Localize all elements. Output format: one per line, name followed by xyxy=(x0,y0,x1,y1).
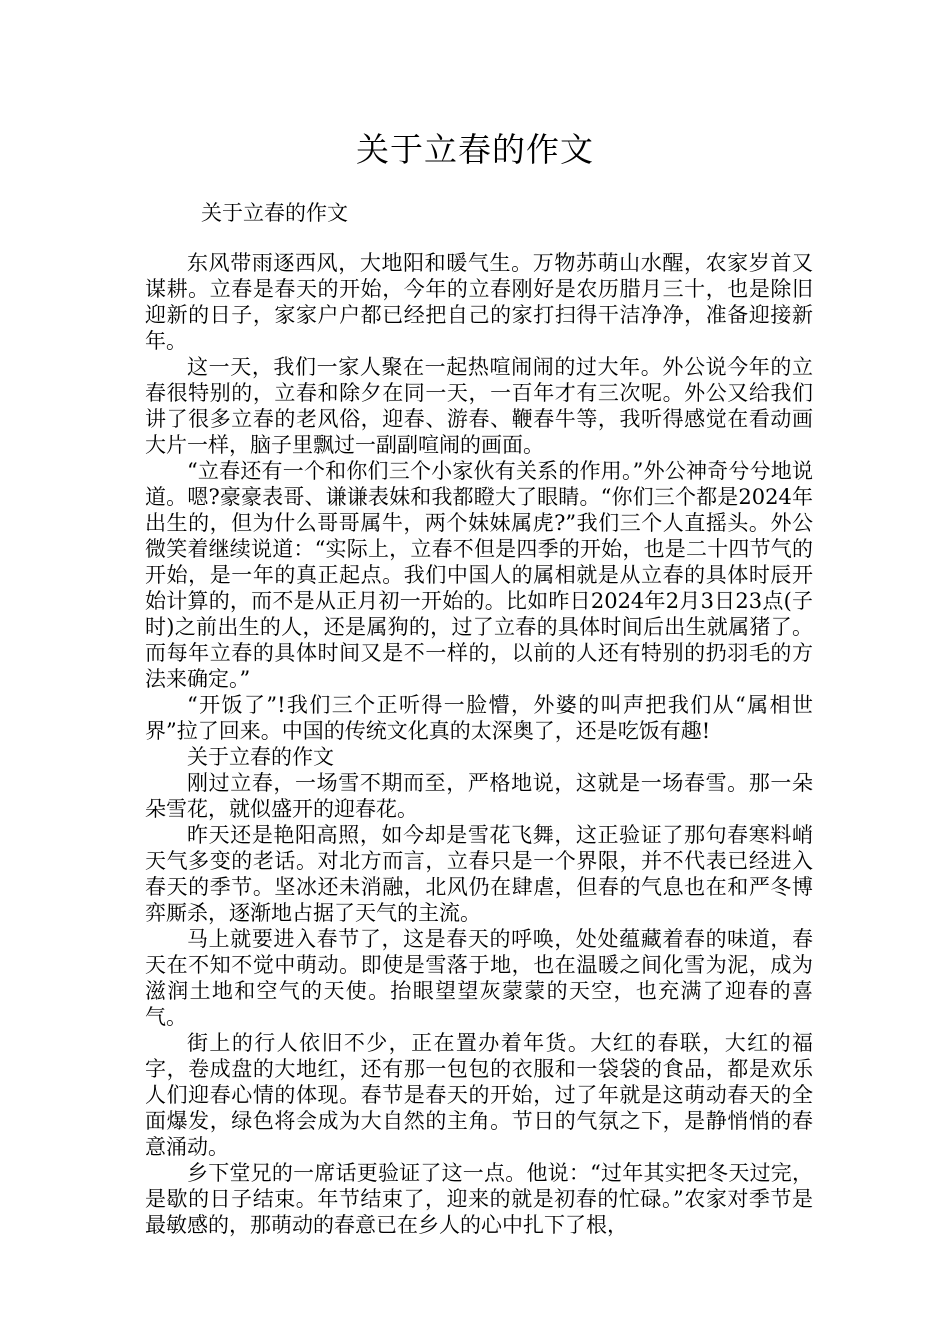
paragraph: “开饭了”!我们三个正听得一脸懵，外婆的叫声把我们从“属相世界”拉了回来。中国的传统文化真的太深奥了，还是吃饭有趣! xyxy=(145,693,813,743)
paragraph: 东风带雨逐西风，大地阳和暖气生。万物苏萌山水醒，农家岁首又谋耕。立春是春天的开始，今年的立春刚好是农历腊月三十，也是除旧迎新的日子，家家户户都已经把自己的家打扫得干洁净净，准备迎接新年。 xyxy=(145,251,813,353)
paragraph: 乡下堂兄的一席话更验证了这一点。他说：“过年其实把冬天过完，是歇的日子结束。年节结束了，迎来的就是初春的忙碌。”农家对季节是最敏感的，那萌动的春意已在乡人的心中扎下了根， xyxy=(145,1161,813,1237)
section-heading: 关于立春的作文 xyxy=(187,745,334,769)
document-subtitle: 关于立春的作文 xyxy=(201,201,348,225)
document-body xyxy=(145,250,813,1238)
paragraph: 街上的行人依旧不少，正在置办着年货。大红的春联，大红的福字，卷成盘的大地红，还有那一包包的衣服和一袋袋的食品，都是欢乐人们迎春心情的体现。春节是春天的开始，过了年就是这萌动春天的全面爆发，绿色将会成为大自然的主角。节日的气氛之下，是静悄悄的春意涌动。 xyxy=(145,1031,813,1159)
paragraph: 马上就要进入春节了，这是春天的呼唤，处处蕴藏着春的味道，春天在不知不觉中萌动。即使是雪落于地，也在温暖之间化雪为泥，成为滋润土地和空气的天使。抬眼望望灰蒙蒙的天空，也充满了迎春的喜气。 xyxy=(145,927,813,1029)
paragraph: 昨天还是艳阳高照，如今却是雪花飞舞，这正验证了那句春寒料峭天气多变的老话。对北方而言，立春只是一个界限，并不代表已经进入春天的季节。坚冰还未消融，北风仍在肆虐，但春的气息也在和严冬博弈厮杀，逐渐地占据了天气的主流。 xyxy=(145,823,813,925)
paragraph: “立春还有一个和你们三个小家伙有关系的作用。”外公神奇兮兮地说道。嗯?豪豪表哥、谦谦表妹和我都瞪大了眼睛。“你们三个都是2024年出生的，但为什么哥哥属牛，两个妹妹属虎?”我们三个人直摇头。外公微笑着继续说道：“实际上，立春不但是四季的开始，也是二十四节气的开始，是一年的真正起点。我们中国人的属相就是从立春的具体时辰开始计算的，而不是从正月初一开始的。比如昨日2024年2月3日23点(子时)之前出生的人，还是属狗的，过了立春的具体时间后出生就属猪了。而每年立春的具体时间又是不一样的，以前的人还有特别的扔羽毛的方法来确定。” xyxy=(145,459,813,691)
paragraph: 刚过立春，一场雪不期而至，严格地说，这就是一场春雪。那一朵朵雪花，就似盛开的迎春花。 xyxy=(145,771,813,821)
paragraph: 这一天，我们一家人聚在一起热喧闹闹的过大年。外公说今年的立春很特别的，立春和除夕在同一天，一百年才有三次呢。外公又给我们讲了很多立春的老风俗，迎春、游春、鞭春牛等，我听得感觉在看动画大片一样，脑子里飘过一副副喧闹的画面。 xyxy=(145,355,813,457)
document-title: 关于立春的作文 xyxy=(356,130,594,169)
